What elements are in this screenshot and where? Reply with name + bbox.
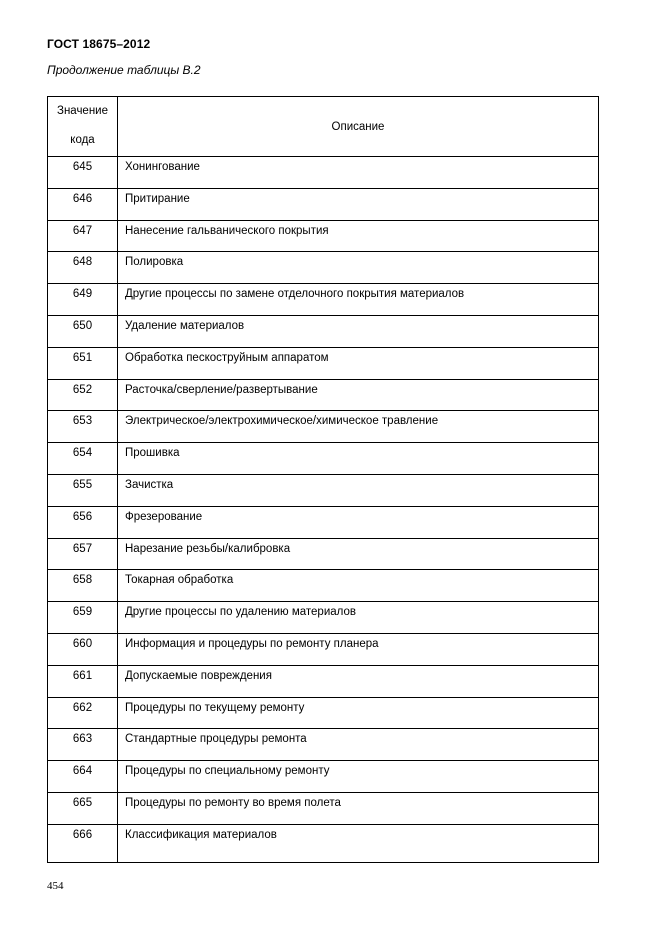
row-description: Зачистка — [118, 474, 599, 506]
row-code: 666 — [48, 824, 118, 862]
row-code: 661 — [48, 665, 118, 697]
table-row — [48, 665, 599, 697]
row-code: 648 — [48, 252, 118, 284]
row-code: 660 — [48, 633, 118, 665]
table-row — [48, 315, 599, 347]
table-row — [48, 220, 599, 252]
table-row — [48, 443, 599, 475]
row-code: 649 — [48, 284, 118, 316]
row-code: 659 — [48, 602, 118, 634]
table-row — [48, 761, 599, 793]
table-row — [48, 729, 599, 761]
row-description: Стандартные процедуры ремонта — [118, 729, 599, 761]
column-header-code — [48, 97, 118, 157]
table-row — [48, 284, 599, 316]
row-description: Прошивка — [118, 443, 599, 475]
row-code: 662 — [48, 697, 118, 729]
row-description: Нанесение гальванического покрытия — [118, 220, 599, 252]
table-header-row — [48, 97, 599, 157]
page-number: 454 — [47, 880, 64, 892]
row-description: Электрическое/электрохимическое/химическое травление — [118, 411, 599, 443]
document-standard-title: ГОСТ 18675–2012 — [47, 37, 151, 51]
table-row — [48, 506, 599, 538]
row-description: Расточка/сверление/развертывание — [118, 379, 599, 411]
table-continuation-caption: Продолжение таблицы В.2 — [47, 63, 201, 77]
column-header-description: Описание — [118, 97, 599, 157]
table-row — [48, 697, 599, 729]
row-description: Классификация материалов — [118, 824, 599, 862]
table-row — [48, 633, 599, 665]
table-row — [48, 411, 599, 443]
row-code: 651 — [48, 347, 118, 379]
column-header-code-line2: кода — [70, 134, 95, 146]
table-row — [48, 379, 599, 411]
table-row — [48, 824, 599, 862]
row-code: 653 — [48, 411, 118, 443]
row-description: Нарезание резьбы/калибровка — [118, 538, 599, 570]
column-header-code-line1: Значение — [57, 105, 108, 117]
table-row — [48, 188, 599, 220]
row-description: Притирание — [118, 188, 599, 220]
row-description: Другие процессы по удалению материалов — [118, 602, 599, 634]
row-description: Токарная обработка — [118, 570, 599, 602]
row-code: 645 — [48, 157, 118, 189]
row-code: 656 — [48, 506, 118, 538]
table-row — [48, 347, 599, 379]
row-description: Фрезерование — [118, 506, 599, 538]
row-description: Полировка — [118, 252, 599, 284]
row-code: 665 — [48, 792, 118, 824]
row-code: 657 — [48, 538, 118, 570]
row-code: 658 — [48, 570, 118, 602]
row-code: 652 — [48, 379, 118, 411]
table-row — [48, 474, 599, 506]
row-code: 663 — [48, 729, 118, 761]
table-row — [48, 602, 599, 634]
table-row — [48, 538, 599, 570]
code-description-table — [47, 96, 599, 863]
row-description: Удаление материалов — [118, 315, 599, 347]
table-row — [48, 252, 599, 284]
table-row — [48, 157, 599, 189]
row-code: 647 — [48, 220, 118, 252]
row-description: Процедуры по ремонту во время полета — [118, 792, 599, 824]
table-row — [48, 570, 599, 602]
row-description: Другие процессы по замене отделочного покрытия материалов — [118, 284, 599, 316]
row-code: 654 — [48, 443, 118, 475]
row-code: 664 — [48, 761, 118, 793]
table-row — [48, 792, 599, 824]
row-description: Процедуры по специальному ремонту — [118, 761, 599, 793]
row-code: 650 — [48, 315, 118, 347]
row-description: Процедуры по текущему ремонту — [118, 697, 599, 729]
row-code: 646 — [48, 188, 118, 220]
row-description: Информация и процедуры по ремонту планера — [118, 633, 599, 665]
row-description: Хонингование — [118, 157, 599, 189]
row-description: Обработка пескоструйным аппаратом — [118, 347, 599, 379]
row-code: 655 — [48, 474, 118, 506]
row-description: Допускаемые повреждения — [118, 665, 599, 697]
